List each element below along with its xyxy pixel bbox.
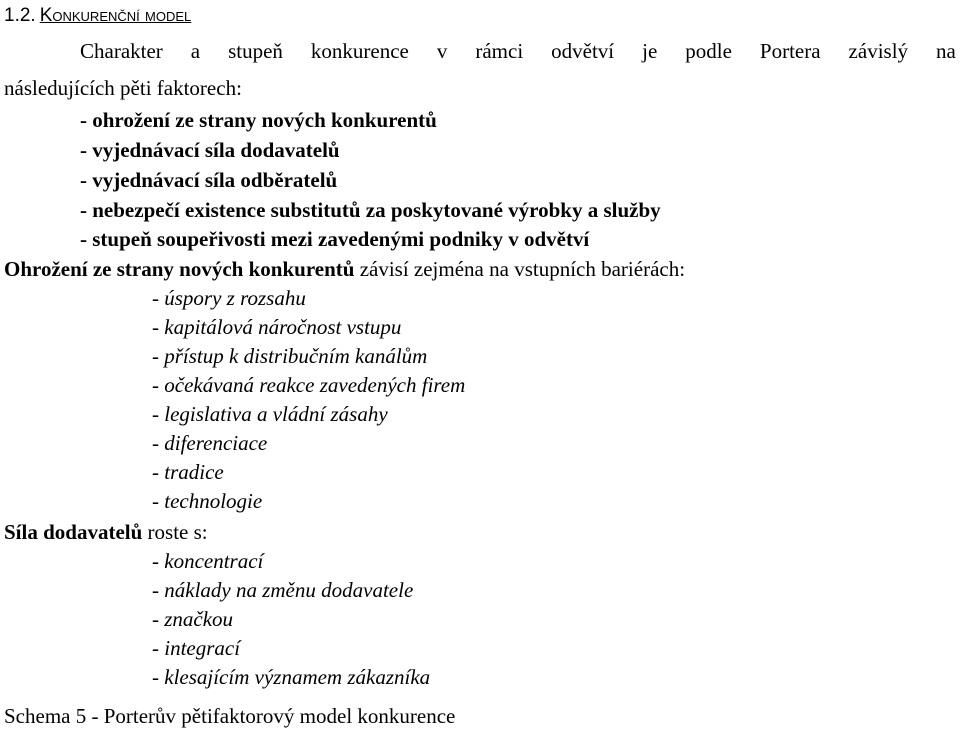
- supplier-text: roste s:: [142, 520, 208, 544]
- intro-word: a: [190, 39, 201, 63]
- threat-text: závisí zejména na vstupních bariérách:: [354, 257, 686, 281]
- intro-word: odvětví: [551, 39, 615, 63]
- intro-word: Charakter: [80, 39, 163, 63]
- intro-word: na: [936, 39, 956, 63]
- factor-item: - nebezpečí existence substitutů za poskytované výrobky a služby: [80, 198, 661, 222]
- intro-word: v: [436, 39, 448, 63]
- barrier-item: - přístup k distribučním kanálům: [152, 344, 428, 368]
- intro-line-1: [80, 38, 956, 64]
- intro-word: je: [642, 39, 658, 63]
- barrier-item: - legislativa a vládní zásahy: [152, 402, 388, 426]
- section-heading: [4, 3, 191, 29]
- barrier-item: - diferenciace: [152, 431, 268, 455]
- intro-word: rámci: [475, 39, 524, 63]
- supplier-item: - náklady na změnu dodavatele: [152, 578, 414, 602]
- threat-paragraph: [4, 256, 685, 282]
- supplier-paragraph: [4, 519, 208, 545]
- factor-item: - vyjednávací síla odběratelů: [80, 168, 338, 192]
- supplier-item: - klesajícím významem zákazníka: [152, 665, 431, 689]
- threat-heading: Ohrožení ze strany nových konkurentů: [4, 257, 355, 281]
- factor-item: - stupeň soupeřivosti mezi zavedenými podniky v odvětví: [80, 227, 590, 251]
- intro-word: stupeň: [228, 39, 283, 63]
- intro-word: závislý: [848, 39, 909, 63]
- section-title: Konkurenční model: [39, 5, 192, 26]
- section-number: 1.2.: [4, 5, 36, 26]
- intro-word: Portera: [759, 39, 821, 63]
- factor-item: - ohrožení ze strany nových konkurentů: [80, 108, 437, 132]
- barrier-item: - technologie: [152, 489, 263, 513]
- intro-line-2: následujících pěti faktorech:: [4, 76, 242, 100]
- schema-caption: Schema 5 - Porterův pětifaktorový model konkurence: [4, 704, 456, 728]
- supplier-heading: Síla dodavatelů: [4, 520, 143, 544]
- intro-word: konkurence: [310, 39, 409, 63]
- supplier-item: - integrací: [152, 636, 241, 660]
- barrier-item: - úspory z rozsahu: [152, 286, 306, 310]
- barrier-item: - očekávaná reakce zavedených firem: [152, 373, 466, 397]
- barrier-item: - kapitálová náročnost vstupu: [152, 315, 402, 339]
- barrier-item: - tradice: [152, 460, 224, 484]
- intro-word: podle: [685, 39, 732, 63]
- supplier-item: - koncentrací: [152, 549, 264, 573]
- supplier-item: - značkou: [152, 607, 234, 631]
- factor-item: - vyjednávací síla dodavatelů: [80, 138, 340, 162]
